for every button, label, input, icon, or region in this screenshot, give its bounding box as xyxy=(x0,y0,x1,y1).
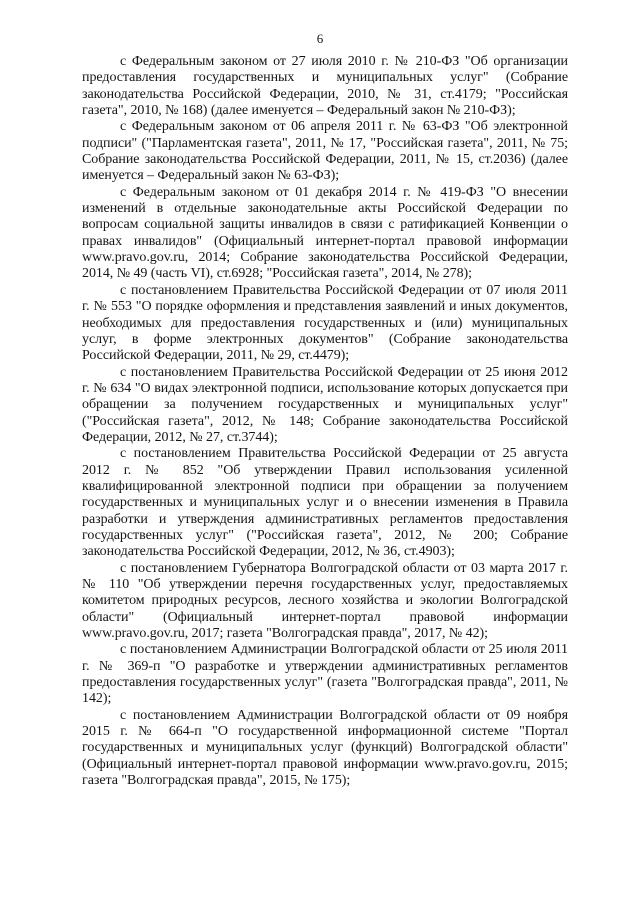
paragraph-administration-decree-369: с постановлением Администрации Волгоградской области от 25 июля 2011 г. № 369-п "О разработке и утверждении административных регламентов предоставления государственных услуг" (газета "Волгоградская правда", 2011, № 142); xyxy=(82,642,568,707)
paragraph-administration-decree-664: с постановлением Администрации Волгоградской области от 09 ноября 2015 г. № 664-п "О государственной информационной системе "Портал государственных и муниципальных услуг (функций) Волгоградской области" (Официальный интернет-портал правовой информации www.pravo.gov.ru, 2015; газета "Волгоградская правда", 2015, № 175); xyxy=(82,707,568,789)
paragraph-law-63-fz: с Федеральным законом от 06 апреля 2011 г. № 63-ФЗ "Об электронной подписи" ("Парламентская газета", 2011, № 17, "Российская газета", 2011, № 75; Собрание законодательства Российской Федерации, 2011, № 15, ст.2036) (далее именуется – Федеральный закон № 63-ФЗ); xyxy=(82,119,568,184)
paragraph-decree-553: с постановлением Правительства Российской Федерации от 07 июля 2011 г. № 553 "О порядке оформления и представления заявлений и иных документов, необходимых для предоставления государственных и (или) муниципальных услуг, в форме электронных документов" (Собрание законодательства Российской Федерации, 2011, № 29, ст.4479); xyxy=(82,282,568,364)
paragraph-governor-decree-110: с постановлением Губернатора Волгоградской области от 03 марта 2017 г. № 110 "Об утверждении перечня государственных услуг, предоставляемых комитетом природных ресурсов, лесного хозяйства и экологии Волгоградской области" (Официальный интернет-портал правовой информации www.pravo.gov.ru, 2017; газета "Волгоградская правда", 2017, № 42); xyxy=(82,560,568,642)
paragraph-decree-634: с постановлением Правительства Российской Федерации от 25 июня 2012 г. № 634 "О видах электронной подписи, использование которых допускается при обращении за получением государственных и муниципальных услуг" ("Российская газета", 2012, № 148; Собрание законодательства Российской Федерации, 2012, № 27, ст.3744); xyxy=(82,364,568,445)
page-number: 6 xyxy=(316,31,324,46)
paragraph-law-210-fz: с Федеральным законом от 27 июля 2010 г. № 210-ФЗ "Об организации предоставления государственных и муниципальных услуг" (Собрание законодательства Российской Федерации, 2010, № 31, ст.4179; "Российская газета", 2010, № 168) (далее именуется – Федеральный закон № 210-ФЗ); xyxy=(82,54,568,119)
paragraph-law-419-fz: с Федеральным законом от 01 декабря 2014 г. № 419-ФЗ "О внесении изменений в отдельные законодательные акты Российской Федерации по вопросам социальной защиты инвалидов в связи с ратификацией Конвенции о правах инвалидов" (Официальный интернет-портал правовой информации www.pravo.gov.ru, 2014; Собрание законодательства Российской Федерации, 2014, № 49 (часть VI), ст.6928; "Российская газета", 2014, № 278); xyxy=(82,184,568,282)
document-body xyxy=(82,54,568,789)
paragraph-decree-852: с постановлением Правительства Российской Федерации от 25 августа 2012 г. № 852 "Об утверждении Правил использования усиленной квалифицированной электронной подписи при обращении за получением государственных и муниципальных услуг и о внесении изменения в Правила разработки и утверждения административных регламентов предоставления государственных услуг" ("Российская газета", 2012, № 200; Собрание законодательства Российской Федерации, 2012, № 36, ст.4903); xyxy=(82,446,568,560)
